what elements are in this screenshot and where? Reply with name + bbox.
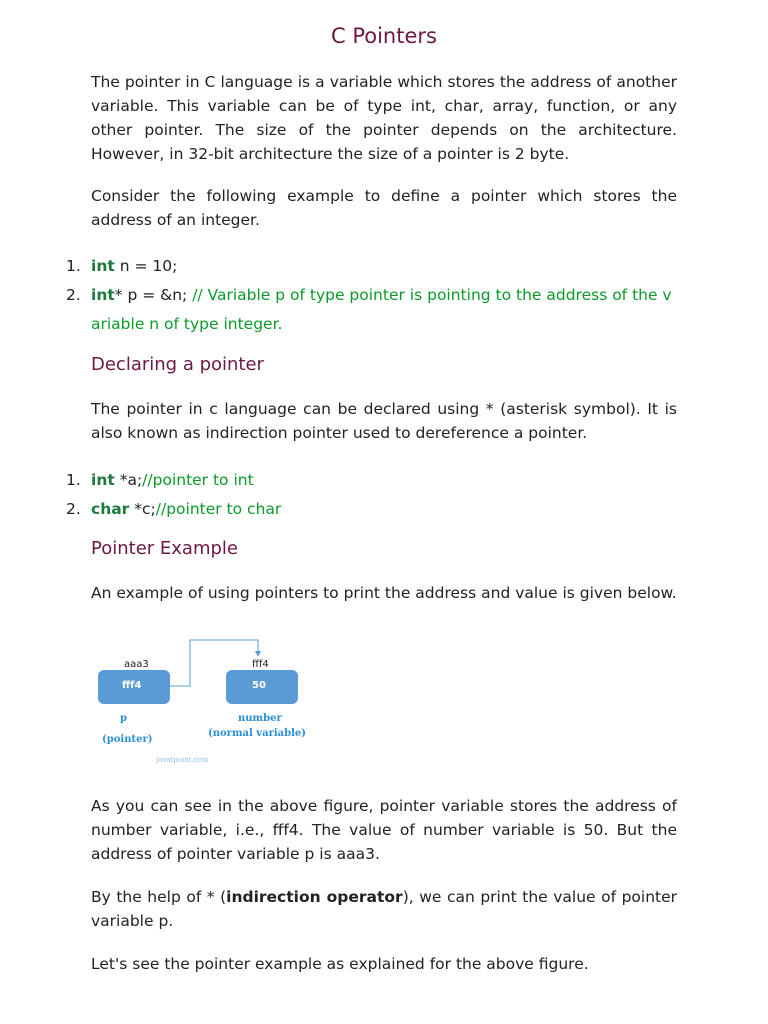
code-text: *c;	[129, 500, 156, 518]
section-heading-declaring: Declaring a pointer	[91, 354, 264, 375]
intro-paragraph-2: Consider the following example to define a pointer which stores the address of an integer.	[91, 187, 677, 229]
keyword: int	[91, 471, 115, 489]
code-line	[66, 252, 677, 281]
watermark: javatpoint.com	[156, 756, 209, 764]
section-heading-pointer-example: Pointer Example	[91, 538, 238, 559]
code-comment: //pointer to int	[142, 471, 254, 489]
page-title: C Pointers	[331, 24, 437, 48]
after-figure-paragraph-3: Let's see the pointer example as explained for the above figure.	[91, 955, 589, 973]
pointer-diagram	[90, 634, 320, 774]
keyword: int	[91, 286, 115, 304]
line-number: 1.	[66, 471, 81, 489]
text-span: By the help of * (	[91, 888, 227, 906]
code-line	[66, 281, 677, 339]
line-number: 2.	[66, 500, 81, 518]
keyword: int	[91, 257, 115, 275]
bold-term: indirection operator	[226, 888, 403, 906]
code-comment: // Variable p of type pointer is pointing to the address of the v ariable n of type integer.	[91, 286, 672, 333]
p-kind-label: (pointer)	[102, 734, 153, 745]
code-line	[66, 495, 677, 524]
code-text: n = 10;	[114, 257, 178, 275]
declaring-paragraph: The pointer in c language can be declared using * (asterisk symbol). It is also known as indirection pointer used to dereference a pointer.	[91, 400, 677, 442]
code-text: *a;	[114, 471, 143, 489]
line-number: 1.	[66, 257, 81, 275]
n-name-label: number	[238, 713, 282, 724]
code-line	[66, 466, 677, 495]
pointer-example-paragraph: An example of using pointers to print the address and value is given below.	[91, 584, 677, 602]
after-figure-paragraph-2	[91, 885, 677, 933]
n-kind-label: (normal variable)	[208, 728, 307, 739]
after-figure-paragraph-1: As you can see in the above figure, pointer variable stores the address of number variable, i.e., fff4. The value of number variable is 50. But the address of pointer variable p is aaa3.	[91, 797, 677, 863]
line-number: 2.	[66, 286, 81, 304]
n-value-label: 50	[252, 680, 266, 691]
keyword: char	[91, 500, 130, 518]
code-example-list-2	[66, 466, 677, 524]
code-text: * p = &n;	[114, 286, 193, 304]
intro-paragraph-1: The pointer in C language is a variable which stores the address of another variable. This variable can be of type int, char, array, function, or any other pointer. The size of the pointer depends on the architecture. However, in 32-bit architecture the size of a pointer is 2 byte.	[91, 73, 677, 163]
code-comment: //pointer to char	[155, 500, 282, 518]
text-span: ), we can print the value of pointer variable p.	[91, 888, 678, 930]
p-name-label: p	[120, 713, 127, 724]
p-value-label: fff4	[122, 680, 142, 691]
n-address-label: fff4	[252, 659, 269, 670]
p-address-label: aaa3	[124, 659, 149, 670]
code-example-list-1	[66, 252, 677, 339]
